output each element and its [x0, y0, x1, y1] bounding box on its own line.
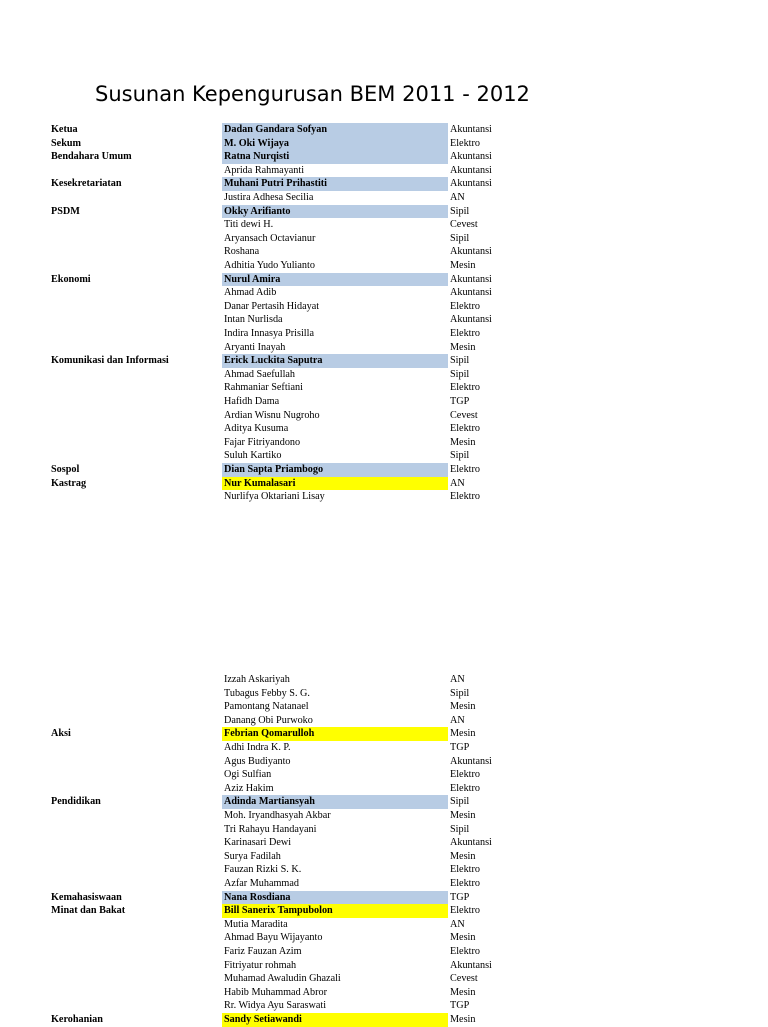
- table-row: [0, 341, 768, 355]
- member-name: Justira Adhesa Secilia: [224, 192, 314, 203]
- member-name: Rahmaniar Seftiani: [224, 382, 303, 394]
- table-row: [0, 673, 768, 687]
- table-row: [0, 727, 768, 741]
- department: Elektro: [450, 300, 480, 312]
- table-row: [0, 137, 768, 151]
- table-row: [0, 795, 768, 809]
- table-row: [0, 436, 768, 450]
- department: Sipil: [450, 823, 470, 835]
- member-name: Nurul Amira: [222, 273, 448, 287]
- department: Akuntansi: [450, 755, 492, 767]
- department: Akuntansi: [450, 314, 492, 326]
- table-row: [0, 232, 768, 246]
- member-name: Hafidh Dama: [224, 396, 280, 407]
- table-row: [0, 714, 768, 728]
- member-name: Muhani Putri Prihastiti: [222, 177, 448, 191]
- table-row: [0, 850, 768, 864]
- table-row: [0, 313, 768, 327]
- department: Elektro: [450, 878, 480, 889]
- member-name: Ogi Sulfian: [224, 769, 272, 781]
- table-row: [0, 477, 768, 491]
- department: Cevest: [450, 409, 478, 421]
- table-row: [0, 904, 768, 918]
- department: TGP: [450, 1000, 470, 1012]
- table-row: [0, 931, 768, 945]
- department: Elektro: [450, 782, 480, 794]
- department: Mesin: [450, 341, 476, 353]
- table-row: [0, 368, 768, 382]
- member-name: Aryansach Octavianur: [224, 232, 316, 244]
- department: Akuntansi: [450, 151, 492, 163]
- member-name: Aziz Hakim: [224, 782, 274, 794]
- table-row: [0, 999, 768, 1013]
- member-name: Danar Pertasih Hidayat: [224, 300, 320, 312]
- department: Akuntansi: [450, 178, 492, 190]
- department: Elektro: [450, 946, 480, 957]
- department: TGP: [450, 891, 470, 903]
- department: Elektro: [450, 464, 480, 475]
- member-name: Fitriyatur rohmah: [224, 959, 297, 971]
- member-name: Adhitia Yudo Yulianto: [224, 260, 315, 271]
- table-row: [0, 409, 768, 423]
- department: Akuntansi: [450, 164, 492, 176]
- member-name: Danang Obi Purwoko: [224, 714, 313, 726]
- table-row: [0, 836, 768, 850]
- member-name: Pamontang Natanael: [224, 701, 309, 713]
- member-name: Rr. Widya Ayu Saraswati: [224, 1000, 327, 1012]
- table-row: [0, 422, 768, 436]
- department: Mesin: [450, 260, 476, 271]
- table-row: [0, 755, 768, 769]
- department: AN: [450, 192, 465, 203]
- table-row: [0, 150, 768, 164]
- table-row: [0, 354, 768, 368]
- table-row: [0, 877, 768, 891]
- member-name: Aryanti Inayah: [224, 341, 286, 353]
- division-label: Pendidikan: [51, 796, 101, 808]
- department: TGP: [450, 396, 470, 407]
- department: Mesin: [450, 810, 476, 821]
- page-title: Susunan Kepengurusan BEM 2011 - 2012: [95, 82, 530, 106]
- table-row: [0, 327, 768, 341]
- member-name: Erick Luckita Saputra: [222, 354, 448, 368]
- division-label: PSDM: [51, 205, 80, 217]
- table-row: [0, 823, 768, 837]
- table-row: [0, 863, 768, 877]
- table-row: [0, 381, 768, 395]
- division-label: Sekum: [51, 137, 82, 149]
- member-name: Azfar Muhammad: [224, 878, 299, 889]
- department: Akuntansi: [450, 246, 492, 258]
- department: Akuntansi: [450, 124, 492, 135]
- department: AN: [450, 714, 465, 726]
- division-label: Kerohanian: [51, 1014, 103, 1025]
- department: Mesin: [450, 1014, 476, 1025]
- member-name: Ratna Nurqisti: [222, 150, 448, 164]
- member-name: Suluh Kartiko: [224, 450, 282, 462]
- department: Elektro: [450, 382, 480, 394]
- member-name: Habib Muhammad Abror: [224, 986, 327, 998]
- table-row: [0, 891, 768, 905]
- member-name: Sandy Setiawandi: [222, 1013, 448, 1027]
- member-name: Indira Innasya Prisilla: [224, 328, 314, 339]
- department: Elektro: [450, 769, 480, 781]
- table-row: [0, 273, 768, 287]
- department: Mesin: [450, 932, 476, 944]
- member-name: Okky Arifianto: [222, 205, 448, 219]
- division-label: Kemahasiswaan: [51, 891, 122, 903]
- member-name: Tri Rahayu Handayani: [224, 823, 317, 835]
- member-name: Febrian Qomarulloh: [222, 727, 448, 741]
- department: Akuntansi: [450, 959, 492, 971]
- department: Elektro: [450, 328, 480, 339]
- division-label: Bendahara Umum: [51, 151, 132, 163]
- member-name: Surya Fadilah: [224, 850, 281, 862]
- member-name: Izzah Askariyah: [224, 674, 290, 685]
- table-row: [0, 259, 768, 273]
- member-name: Karinasari Dewi: [224, 837, 292, 849]
- member-name: Agus Budiyanto: [224, 755, 291, 767]
- department: Elektro: [450, 423, 480, 435]
- department: Akuntansi: [450, 837, 492, 849]
- division-label: Ekonomi: [51, 273, 91, 285]
- department: AN: [450, 918, 465, 930]
- division-label: Sospol: [51, 464, 80, 475]
- member-name: Adhi Indra K. P.: [224, 742, 291, 753]
- member-name: Mutia Maradita: [224, 918, 288, 930]
- member-name: Nurlifya Oktariani Lisay: [224, 491, 325, 503]
- table-row: [0, 959, 768, 973]
- department: Sipil: [450, 205, 470, 217]
- division-label: Kesekretariatan: [51, 178, 122, 190]
- department: Elektro: [450, 491, 480, 503]
- member-name: Tubagus Febby S. G.: [224, 687, 310, 699]
- member-name: Intan Nurlisda: [224, 314, 283, 326]
- department: Sipil: [450, 687, 470, 699]
- department: Sipil: [450, 450, 470, 462]
- department: AN: [450, 477, 465, 489]
- table-row: [0, 286, 768, 300]
- department: Elektro: [450, 137, 480, 149]
- member-name: Nur Kumalasari: [222, 477, 448, 491]
- member-name: Bill Sanerix Tampubolon: [222, 904, 448, 918]
- member-name: Ardian Wisnu Nugroho: [224, 409, 320, 421]
- table-row: [0, 768, 768, 782]
- table-row: [0, 449, 768, 463]
- department: Mesin: [450, 850, 476, 862]
- table-row: [0, 463, 768, 477]
- member-name: Ahmad Bayu Wijayanto: [224, 932, 323, 944]
- department: Mesin: [450, 701, 476, 713]
- member-name: Aditya Kusuma: [224, 423, 289, 435]
- department: Akuntansi: [450, 287, 492, 299]
- member-name: Fariz Fauzan Azim: [224, 946, 302, 957]
- table-row: [0, 945, 768, 959]
- department: Sipil: [450, 796, 470, 808]
- table-row: [0, 1013, 768, 1027]
- division-label: Minat dan Bakat: [51, 905, 126, 917]
- table-row: [0, 490, 768, 504]
- table-row: [0, 918, 768, 932]
- division-label: Komunikasi dan Informasi: [51, 355, 169, 367]
- table-row: [0, 218, 768, 232]
- table-row: [0, 782, 768, 796]
- member-name: Ahmad Adib: [224, 287, 277, 299]
- division-label: Kastrag: [51, 477, 87, 489]
- table-row: [0, 809, 768, 823]
- member-name: Muhamad Awaludin Ghazali: [224, 973, 341, 985]
- member-name: Nana Rosdiana: [222, 891, 448, 905]
- member-name: Dian Sapta Priambogo: [222, 463, 448, 477]
- table-row: [0, 300, 768, 314]
- table-row: [0, 205, 768, 219]
- member-name: Ahmad Saefullah: [224, 368, 296, 380]
- member-name: Titi dewi H.: [224, 219, 274, 231]
- department: Elektro: [450, 905, 480, 917]
- table-row: [0, 395, 768, 409]
- division-label: Aksi: [51, 728, 71, 740]
- member-name: Fauzan Rizki S. K.: [224, 864, 302, 876]
- member-name: Aprida Rahmayanti: [224, 164, 305, 176]
- table-row: [0, 245, 768, 259]
- table-row: [0, 986, 768, 1000]
- department: Mesin: [450, 986, 476, 998]
- member-name: Moh. Iryandhasyah Akbar: [224, 810, 331, 821]
- department: AN: [450, 674, 465, 685]
- department: Mesin: [450, 728, 476, 740]
- table-row: [0, 700, 768, 714]
- division-label: Ketua: [51, 124, 78, 135]
- member-name: Fajar Fitriyandono: [224, 436, 301, 448]
- department: Sipil: [450, 355, 470, 367]
- member-name: Dadan Gandara Sofyan: [222, 123, 448, 137]
- member-name: Roshana: [224, 246, 260, 258]
- table-row: [0, 123, 768, 137]
- member-name: Adinda Martiansyah: [222, 795, 448, 809]
- table-row: [0, 687, 768, 701]
- table-row: [0, 741, 768, 755]
- department: Sipil: [450, 368, 470, 380]
- department: Cevest: [450, 973, 478, 985]
- table-row: [0, 177, 768, 191]
- table-row: [0, 191, 768, 205]
- department: Mesin: [450, 436, 476, 448]
- table-row: [0, 972, 768, 986]
- table-row: [0, 164, 768, 178]
- department: Sipil: [450, 232, 470, 244]
- member-name: M. Oki Wijaya: [222, 137, 448, 151]
- department: Elektro: [450, 864, 480, 876]
- department: TGP: [450, 742, 470, 753]
- department: Akuntansi: [450, 273, 492, 285]
- department: Cevest: [450, 219, 478, 231]
